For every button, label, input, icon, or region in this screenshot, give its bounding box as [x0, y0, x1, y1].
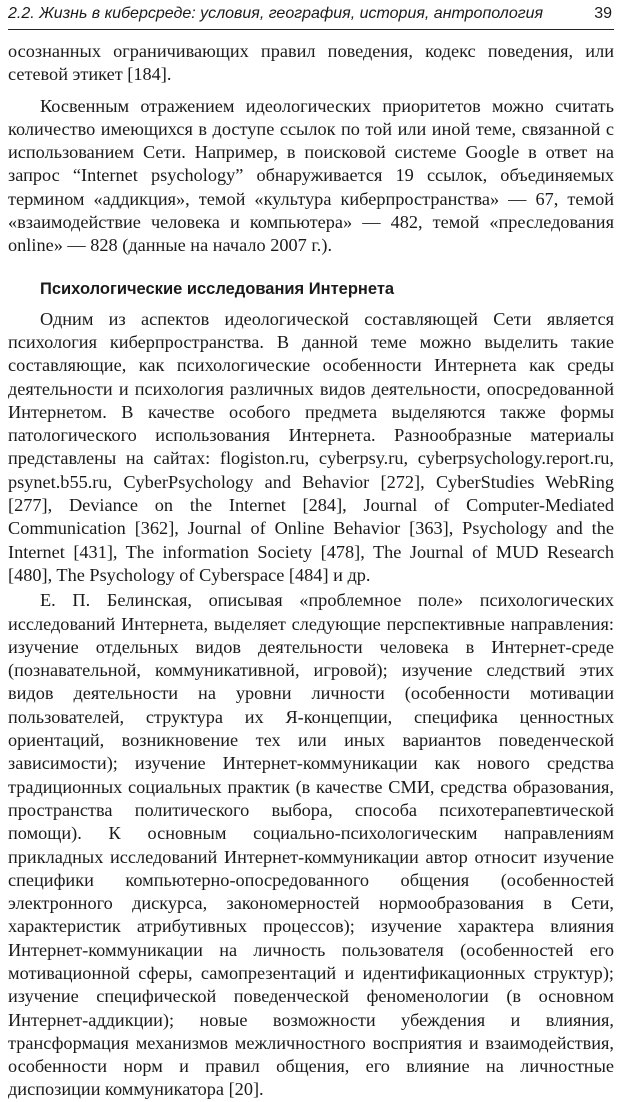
paragraph-continuation: осознанных ограничивающих правил поведения, кодекс поведения, или сетевой этикет [184].: [8, 41, 614, 85]
running-head-title: 2.2. Жизнь в киберсреде: условия, география, история, антропология: [8, 5, 544, 22]
paragraph-belinskaya: Е. П. Белинская, описывая «проблемное поле» психологических исследований Интернета, выделяет следующие перспективные направления: изучение отдельных видов деятельности человека в Интернет-среде (познавательной, коммуникативной, игровой); изучение следствий этих видов деятельности на уровни личности (особенности мотивации пользователей, структура их Я-концепции, специфика ценностных ориентаций, возникновение тех или иных вариантов поведенческой зависимости); изучение Интернет-коммуникации как нового средства традиционных социальных практик (в качестве СМИ, средства образования, пространства политического выбора, способа психотерапевтической помощи). К основным социально-психологическим направлениям прикладных исследований Интернет-коммуникации автор относит изучение специфики компьютерно-опосредованного общения (особенностей электронного дискурса, закономерностей нормообразования в Сети, характеристик атрибутивных процессов); изучение характера влияния Интернет-коммуникации на личность пользователя (особенностей его мотивационной сферы, самопрезентаций и идентификационных структур); изучение специфической поведенческой феноменологии (в основном Интернет-аддикции); новые возможности убеждения и влияния, трансформация механизмов межличностного восприятия и взаимодействия, особенности норм и правил общения, его влияние на личностные диспозиции коммуникатора [20].: [8, 590, 614, 1100]
paragraph-cyberpsychology: Одним из аспектов идеологической составляющей Сети является психология киберпространства. В данной теме можно выделить такие составляющие, как психологические особенности Интернета как среды деятельности и психология различных видов деятельности, опосредованной Интернетом. В качестве особого предмета выделяются также формы патологического использования Интернета. Разнообразные материалы представлены на сайтах: flogiston.ru, cyberpsy.ru, cyberpsychology.report.ru, psynet.b55.ru, CyberPsychology and Behavior [272], CyberStudies WebRing [277], Deviance on the Internet [284], Journal of Computer-Mediated Communication [362], Journal of Online Behavior [363], Psychology and the Internet [431], The information Society [478], The Journal of MUD Research [480], The Psychology of Cyberspace [484] и др.: [8, 308, 614, 585]
page-number: 39: [594, 5, 612, 22]
page-body: [8, 40, 614, 1102]
paragraph-google-statistics: Косвенным отражением идеологических приоритетов можно считать количество имеющихся в доступе ссылок по той или иной теме, связанной с использованием Сети. Например, в поисковой системе Google в ответ на запрос “Internet psychology” обнаруживается 19 ссылок, объединяемых термином «аддикция», темой «культура киберпространства» — 67, темой «взаимодействие человека и компьютера» — 482, темой «преследования online» — 828 (данные на начало 2007 г.).: [8, 95, 614, 256]
running-head: [8, 3, 614, 30]
section-heading: Психологические исследования Интернета: [40, 279, 395, 298]
